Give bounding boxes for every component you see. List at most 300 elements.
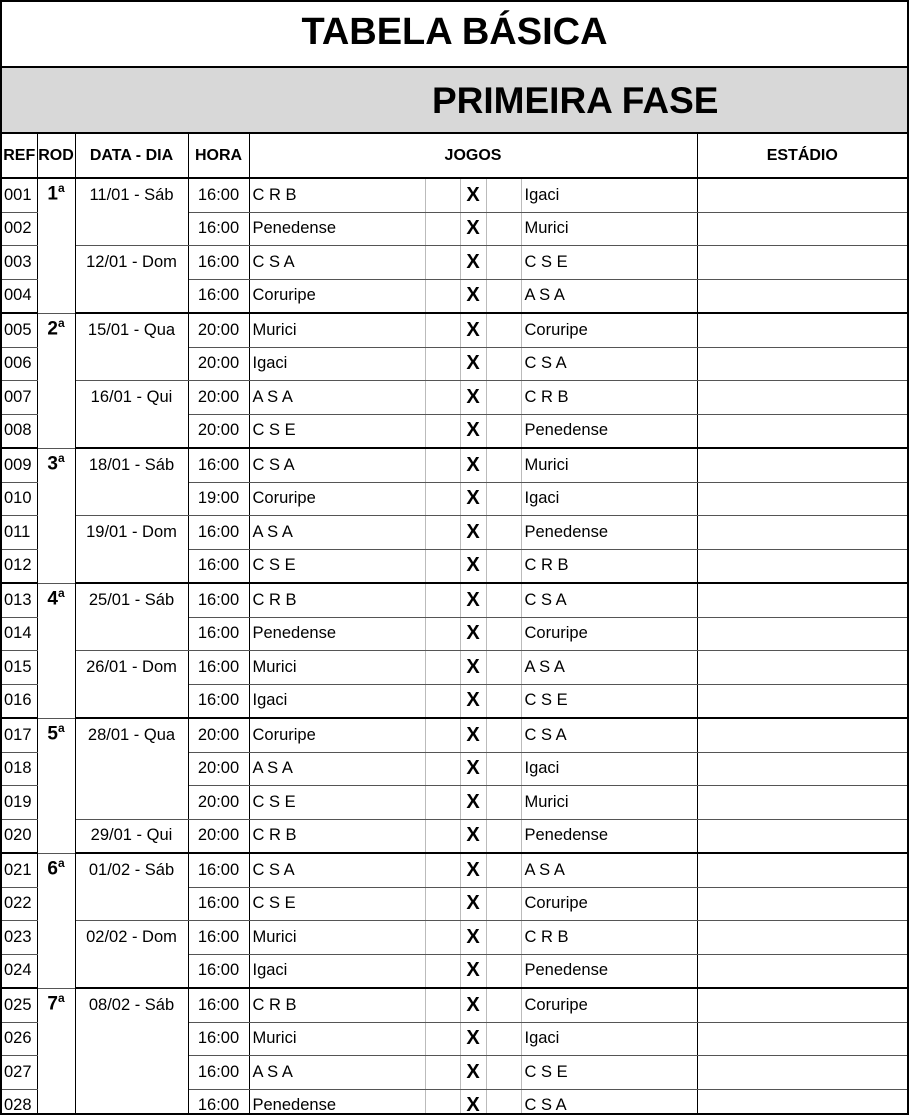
- versus-cell: X: [460, 1022, 486, 1056]
- header-hora: HORA: [188, 134, 249, 178]
- away-team-cell: Penedense: [521, 819, 697, 853]
- table-row[interactable]: [2, 178, 907, 212]
- time-cell: 16:00: [188, 988, 249, 1022]
- date-cell: [75, 279, 188, 313]
- away-team-cell: C R B: [521, 921, 697, 955]
- spacer-cell: [425, 246, 460, 280]
- ref-cell: 010: [2, 482, 37, 516]
- table-row[interactable]: [2, 212, 907, 246]
- home-team-cell: C S A: [249, 853, 425, 887]
- ref-cell: 002: [2, 212, 37, 246]
- home-team-cell: A S A: [249, 381, 425, 415]
- header-estadio: ESTÁDIO: [697, 134, 907, 178]
- versus-cell: X: [460, 1056, 486, 1090]
- away-team-cell: Igaci: [521, 482, 697, 516]
- table-row[interactable]: [2, 583, 907, 617]
- round-ordinal: a: [57, 720, 65, 735]
- versus-cell: X: [460, 819, 486, 853]
- stadium-cell[interactable]: [697, 819, 907, 853]
- ref-cell: 012: [2, 549, 37, 583]
- spacer-cell: [425, 482, 460, 516]
- versus-cell: X: [460, 617, 486, 651]
- table-row[interactable]: [2, 448, 907, 482]
- time-cell: 16:00: [188, 178, 249, 212]
- round-ordinal: a: [57, 990, 65, 1005]
- spacer-cell: [425, 448, 460, 482]
- time-cell: 16:00: [188, 684, 249, 718]
- time-cell: 16:00: [188, 853, 249, 887]
- ref-cell: 004: [2, 279, 37, 313]
- spacer-cell: [425, 684, 460, 718]
- round-ordinal: a: [57, 585, 65, 600]
- home-team-cell: C S A: [249, 448, 425, 482]
- date-cell: 08/02 - Sáb: [75, 988, 188, 1022]
- spacer-cell: [425, 516, 460, 550]
- table-row[interactable]: [2, 549, 907, 583]
- spacer-cell: [486, 178, 521, 212]
- header-jogos: JOGOS: [249, 134, 697, 178]
- away-team-cell: Coruripe: [521, 887, 697, 921]
- table-row[interactable]: [2, 651, 907, 685]
- spacer-cell: [425, 651, 460, 685]
- stadium-cell[interactable]: [697, 752, 907, 786]
- date-cell: 16/01 - Qui: [75, 381, 188, 415]
- time-cell: 20:00: [188, 381, 249, 415]
- date-cell: [75, 617, 188, 651]
- away-team-cell: C S E: [521, 246, 697, 280]
- stadium-cell[interactable]: [697, 313, 907, 347]
- versus-cell: X: [460, 684, 486, 718]
- spacer-cell: [486, 313, 521, 347]
- spacer-cell: [425, 921, 460, 955]
- spacer-cell: [486, 853, 521, 887]
- table-row[interactable]: [2, 313, 907, 347]
- spacer-cell: [486, 921, 521, 955]
- table-row[interactable]: [2, 516, 907, 550]
- date-cell: 02/02 - Dom: [75, 921, 188, 955]
- stadium-cell[interactable]: [697, 718, 907, 752]
- date-cell: [75, 212, 188, 246]
- home-team-cell: Igaci: [249, 954, 425, 988]
- page-title: TABELA BÁSICA: [2, 2, 907, 68]
- away-team-cell: Murici: [521, 448, 697, 482]
- versus-cell: X: [460, 178, 486, 212]
- table-row[interactable]: [2, 414, 907, 448]
- home-team-cell: C S E: [249, 786, 425, 820]
- home-team-cell: C R B: [249, 583, 425, 617]
- header-ref: REF: [2, 134, 37, 178]
- stadium-cell[interactable]: [697, 853, 907, 887]
- round-number: 7: [47, 992, 58, 1014]
- ref-cell: 025: [2, 988, 37, 1022]
- spacer-cell: [425, 752, 460, 786]
- round-cell: [37, 988, 75, 1115]
- time-cell: 16:00: [188, 1089, 249, 1115]
- versus-cell: X: [460, 1089, 486, 1115]
- spacer-cell: [425, 381, 460, 415]
- date-cell: [75, 414, 188, 448]
- ref-cell: 016: [2, 684, 37, 718]
- schedule-body: [2, 178, 907, 1115]
- stadium-cell[interactable]: [697, 617, 907, 651]
- spacer-cell: [425, 1022, 460, 1056]
- round-ordinal: a: [57, 315, 65, 330]
- spacer-cell: [486, 516, 521, 550]
- home-team-cell: Murici: [249, 921, 425, 955]
- stadium-cell[interactable]: [697, 178, 907, 212]
- stadium-cell[interactable]: [697, 414, 907, 448]
- round-number: 6: [47, 857, 58, 879]
- time-cell: 20:00: [188, 313, 249, 347]
- home-team-cell: C S A: [249, 246, 425, 280]
- home-team-cell: Murici: [249, 313, 425, 347]
- spacer-cell: [425, 347, 460, 381]
- spacer-cell: [486, 1022, 521, 1056]
- away-team-cell: Coruripe: [521, 988, 697, 1022]
- versus-cell: X: [460, 718, 486, 752]
- stadium-cell[interactable]: [697, 482, 907, 516]
- ref-cell: 007: [2, 381, 37, 415]
- spacer-cell: [486, 347, 521, 381]
- spacer-cell: [486, 1056, 521, 1090]
- away-team-cell: C S E: [521, 684, 697, 718]
- table-row[interactable]: [2, 887, 907, 921]
- date-cell: 18/01 - Sáb: [75, 448, 188, 482]
- away-team-cell: C R B: [521, 549, 697, 583]
- away-team-cell: A S A: [521, 279, 697, 313]
- spacer-cell: [486, 684, 521, 718]
- ref-cell: 027: [2, 1056, 37, 1090]
- home-team-cell: Penedense: [249, 212, 425, 246]
- table-row[interactable]: [2, 921, 907, 955]
- round-ordinal: a: [57, 181, 65, 195]
- round-ordinal: a: [57, 855, 65, 870]
- time-cell: 20:00: [188, 347, 249, 381]
- stadium-cell[interactable]: [697, 381, 907, 415]
- date-cell: [75, 482, 188, 516]
- table-row[interactable]: [2, 1056, 907, 1090]
- date-cell: 01/02 - Sáb: [75, 853, 188, 887]
- round-number: 2: [47, 317, 58, 339]
- spacer-cell: [425, 279, 460, 313]
- table-row[interactable]: [2, 1089, 907, 1115]
- spacer-cell: [486, 617, 521, 651]
- away-team-cell: C R B: [521, 381, 697, 415]
- ref-cell: 009: [2, 448, 37, 482]
- round-cell: [37, 853, 75, 988]
- round-number: 5: [47, 722, 58, 744]
- round-cell: [37, 178, 75, 313]
- stadium-cell[interactable]: [697, 1089, 907, 1115]
- stadium-cell[interactable]: [697, 549, 907, 583]
- home-team-cell: C R B: [249, 988, 425, 1022]
- ref-cell: 014: [2, 617, 37, 651]
- versus-cell: X: [460, 752, 486, 786]
- spacer-cell: [425, 313, 460, 347]
- away-team-cell: Penedense: [521, 414, 697, 448]
- home-team-cell: A S A: [249, 1056, 425, 1090]
- time-cell: 20:00: [188, 819, 249, 853]
- phase-title: PRIMEIRA FASE: [432, 80, 719, 121]
- time-cell: 20:00: [188, 414, 249, 448]
- away-team-cell: Coruripe: [521, 617, 697, 651]
- stadium-cell[interactable]: [697, 887, 907, 921]
- spacer-cell: [486, 651, 521, 685]
- date-cell: [75, 347, 188, 381]
- home-team-cell: Murici: [249, 651, 425, 685]
- home-team-cell: A S A: [249, 752, 425, 786]
- versus-cell: X: [460, 921, 486, 955]
- spacer-cell: [486, 819, 521, 853]
- spacer-cell: [425, 954, 460, 988]
- stadium-cell[interactable]: [697, 988, 907, 1022]
- away-team-cell: A S A: [521, 853, 697, 887]
- stadium-cell[interactable]: [697, 448, 907, 482]
- versus-cell: X: [460, 583, 486, 617]
- home-team-cell: Penedense: [249, 1089, 425, 1115]
- away-team-cell: A S A: [521, 651, 697, 685]
- spacer-cell: [486, 246, 521, 280]
- time-cell: 16:00: [188, 921, 249, 955]
- away-team-cell: Igaci: [521, 1022, 697, 1056]
- stadium-cell[interactable]: [697, 212, 907, 246]
- date-cell: [75, 684, 188, 718]
- ref-cell: 006: [2, 347, 37, 381]
- date-cell: 29/01 - Qui: [75, 819, 188, 853]
- versus-cell: X: [460, 954, 486, 988]
- ref-cell: 017: [2, 718, 37, 752]
- time-cell: 16:00: [188, 279, 249, 313]
- home-team-cell: Igaci: [249, 347, 425, 381]
- spacer-cell: [425, 212, 460, 246]
- home-team-cell: C R B: [249, 178, 425, 212]
- table-row[interactable]: [2, 819, 907, 853]
- time-cell: 16:00: [188, 1022, 249, 1056]
- home-team-cell: Coruripe: [249, 718, 425, 752]
- round-ordinal: a: [57, 450, 65, 465]
- away-team-cell: Coruripe: [521, 313, 697, 347]
- ref-cell: 013: [2, 583, 37, 617]
- home-team-cell: C R B: [249, 819, 425, 853]
- round-cell: [37, 718, 75, 853]
- table-row[interactable]: [2, 482, 907, 516]
- spacer-cell: [486, 448, 521, 482]
- date-cell: [75, 752, 188, 786]
- table-row[interactable]: [2, 347, 907, 381]
- stadium-cell[interactable]: [697, 279, 907, 313]
- ref-cell: 020: [2, 819, 37, 853]
- spacer-cell: [486, 414, 521, 448]
- stadium-cell[interactable]: [697, 516, 907, 550]
- home-team-cell: C S E: [249, 887, 425, 921]
- table-row[interactable]: [2, 954, 907, 988]
- table-row[interactable]: [2, 279, 907, 313]
- versus-cell: X: [460, 313, 486, 347]
- away-team-cell: Igaci: [521, 752, 697, 786]
- versus-cell: X: [460, 482, 486, 516]
- stadium-cell[interactable]: [697, 1056, 907, 1090]
- spacer-cell: [486, 786, 521, 820]
- stadium-cell[interactable]: [697, 583, 907, 617]
- spacer-cell: [486, 583, 521, 617]
- versus-cell: X: [460, 279, 486, 313]
- date-cell: [75, 1089, 188, 1115]
- table-row[interactable]: [2, 853, 907, 887]
- schedule-table: [2, 134, 907, 1115]
- time-cell: 16:00: [188, 954, 249, 988]
- ref-cell: 028: [2, 1089, 37, 1115]
- ref-cell: 024: [2, 954, 37, 988]
- stadium-cell[interactable]: [697, 246, 907, 280]
- versus-cell: X: [460, 246, 486, 280]
- stadium-cell[interactable]: [697, 684, 907, 718]
- home-team-cell: Coruripe: [249, 279, 425, 313]
- ref-cell: 021: [2, 853, 37, 887]
- ref-cell: 026: [2, 1022, 37, 1056]
- date-cell: 19/01 - Dom: [75, 516, 188, 550]
- versus-cell: X: [460, 549, 486, 583]
- away-team-cell: C S A: [521, 1089, 697, 1115]
- round-number: 4: [47, 587, 58, 609]
- stadium-cell[interactable]: [697, 347, 907, 381]
- table-row[interactable]: [2, 381, 907, 415]
- stadium-cell[interactable]: [697, 1022, 907, 1056]
- round-number: 3: [47, 452, 58, 474]
- table-row[interactable]: [2, 617, 907, 651]
- time-cell: 16:00: [188, 617, 249, 651]
- spacer-cell: [425, 549, 460, 583]
- table-row[interactable]: [2, 752, 907, 786]
- versus-cell: X: [460, 212, 486, 246]
- versus-cell: X: [460, 414, 486, 448]
- stadium-cell[interactable]: [697, 651, 907, 685]
- spacer-cell: [486, 549, 521, 583]
- spacer-cell: [425, 1056, 460, 1090]
- away-team-cell: Murici: [521, 786, 697, 820]
- time-cell: 20:00: [188, 718, 249, 752]
- date-cell: 25/01 - Sáb: [75, 583, 188, 617]
- date-cell: [75, 549, 188, 583]
- versus-cell: X: [460, 448, 486, 482]
- spacer-cell: [486, 381, 521, 415]
- stadium-cell[interactable]: [697, 786, 907, 820]
- versus-cell: X: [460, 853, 486, 887]
- versus-cell: X: [460, 651, 486, 685]
- ref-cell: 023: [2, 921, 37, 955]
- stadium-cell[interactable]: [697, 954, 907, 988]
- table-row[interactable]: [2, 684, 907, 718]
- table-row[interactable]: [2, 718, 907, 752]
- round-cell: [37, 448, 75, 583]
- table-row[interactable]: [2, 988, 907, 1022]
- spacer-cell: [486, 279, 521, 313]
- versus-cell: X: [460, 786, 486, 820]
- date-cell: [75, 1022, 188, 1056]
- spacer-cell: [425, 887, 460, 921]
- phase-band: [2, 68, 907, 134]
- spacer-cell: [425, 583, 460, 617]
- away-team-cell: C S A: [521, 718, 697, 752]
- spacer-cell: [425, 1089, 460, 1115]
- home-team-cell: C S E: [249, 549, 425, 583]
- away-team-cell: Penedense: [521, 516, 697, 550]
- home-team-cell: C S E: [249, 414, 425, 448]
- time-cell: 16:00: [188, 887, 249, 921]
- versus-cell: X: [460, 516, 486, 550]
- home-team-cell: Murici: [249, 1022, 425, 1056]
- spacer-cell: [425, 786, 460, 820]
- header-rod: ROD: [37, 134, 75, 178]
- table-row[interactable]: [2, 786, 907, 820]
- time-cell: 16:00: [188, 549, 249, 583]
- spacer-cell: [486, 718, 521, 752]
- spacer-cell: [425, 617, 460, 651]
- ref-cell: 005: [2, 313, 37, 347]
- away-team-cell: Igaci: [521, 178, 697, 212]
- stadium-cell[interactable]: [697, 921, 907, 955]
- date-cell: [75, 786, 188, 820]
- date-cell: 28/01 - Qua: [75, 718, 188, 752]
- time-cell: 16:00: [188, 583, 249, 617]
- away-team-cell: C S A: [521, 347, 697, 381]
- date-cell: [75, 954, 188, 988]
- ref-cell: 015: [2, 651, 37, 685]
- time-cell: 20:00: [188, 752, 249, 786]
- spacer-cell: [486, 482, 521, 516]
- spacer-cell: [486, 752, 521, 786]
- header-data-dia: DATA - DIA: [75, 134, 188, 178]
- ref-cell: 019: [2, 786, 37, 820]
- spacer-cell: [425, 819, 460, 853]
- table-row[interactable]: [2, 1022, 907, 1056]
- date-cell: 12/01 - Dom: [75, 246, 188, 280]
- spacer-cell: [425, 988, 460, 1022]
- time-cell: 19:00: [188, 482, 249, 516]
- ref-cell: 008: [2, 414, 37, 448]
- spacer-cell: [425, 178, 460, 212]
- versus-cell: X: [460, 381, 486, 415]
- header-row: [2, 134, 907, 178]
- spacer-cell: [425, 853, 460, 887]
- away-team-cell: C S E: [521, 1056, 697, 1090]
- time-cell: 16:00: [188, 246, 249, 280]
- date-cell: 26/01 - Dom: [75, 651, 188, 685]
- date-cell: [75, 887, 188, 921]
- time-cell: 16:00: [188, 516, 249, 550]
- time-cell: 20:00: [188, 786, 249, 820]
- spacer-cell: [425, 414, 460, 448]
- versus-cell: X: [460, 887, 486, 921]
- spacer-cell: [486, 887, 521, 921]
- home-team-cell: A S A: [249, 516, 425, 550]
- away-team-cell: C S A: [521, 583, 697, 617]
- date-cell: 11/01 - Sáb: [75, 178, 188, 212]
- time-cell: 16:00: [188, 212, 249, 246]
- versus-cell: X: [460, 988, 486, 1022]
- ref-cell: 011: [2, 516, 37, 550]
- ref-cell: 018: [2, 752, 37, 786]
- spacer-cell: [425, 718, 460, 752]
- ref-cell: 022: [2, 887, 37, 921]
- versus-cell: X: [460, 347, 486, 381]
- date-cell: [75, 1056, 188, 1090]
- time-cell: 16:00: [188, 1056, 249, 1090]
- spacer-cell: [486, 1089, 521, 1115]
- ref-cell: 001: [2, 178, 37, 212]
- date-cell: 15/01 - Qua: [75, 313, 188, 347]
- away-team-cell: Murici: [521, 212, 697, 246]
- table-row[interactable]: [2, 246, 907, 280]
